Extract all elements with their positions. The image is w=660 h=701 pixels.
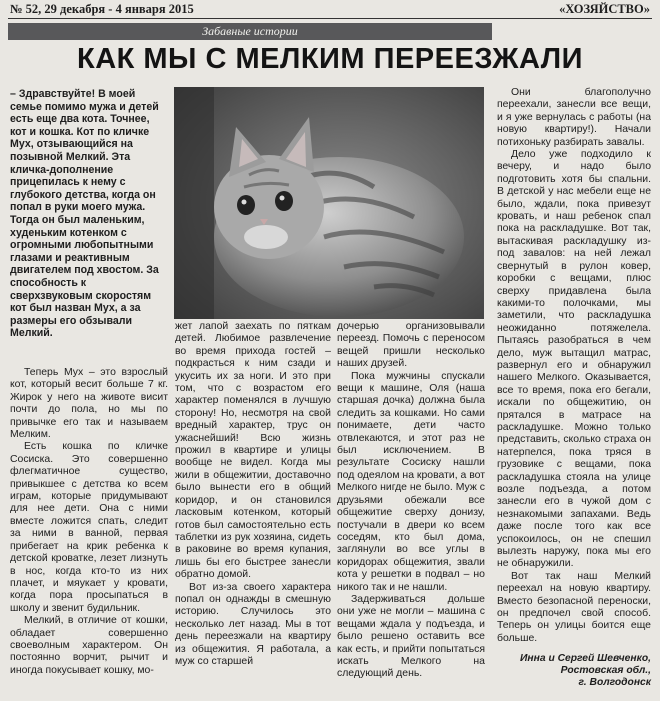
paragraph: Мелкий, в отличие от кошки, обладает совершенно своеволным характером. Он постоянно ворчит, рычит и иногда покусывает кошку, мо- [10, 615, 168, 676]
column-2 [175, 321, 331, 701]
column-4 [497, 87, 651, 649]
paragraph: Дело уже подходило к вечеру, и надо было подготовить хотя бы спальни. В детской у нас мебели еще не было, ждали, пока привезут кровать, и наш ребенок спал пока на раскладушке. Вот так, вытаскивая раскладушку из-под завалов: на ней лежал свернутый в рулон ковер, коробки с вещами, плюс сверху придавлена была какими-то полочками, мы заметили, что раскладушка неожиданно потяжелела. Пытаясь разобраться в чем дело, муж вытащил матрас, развернул его и обнаружил нашего Мелкого. Оказывается, все то время, пока его бегали, искали по общежитию, он прятался в матрасе на раскладушке. Можно только представить, сколько страха он натерпелся, пока тряся в грузовике с вещами, пока раскладушка стояла на улице возле подъезда, а потом занесли его в чужой дом с незнакомыми запахами. Ведь даже после того как все успокоилось, он не спешил вылезть наружу, пока мы его не обнаружили. [497, 149, 651, 570]
paragraph: Задерживаться дольше они уже не могли – машина с вещами ждала у подъезда, и было решено оставить все как есть, и прийти попытаться искать Мелкого на следующий день. [337, 593, 485, 680]
author-signature [497, 653, 651, 689]
paragraph: Теперь Мух – это взрослый кот, который весит больше 7 кг. Жирок у него на животе висит почти до пола, но мы по привычке его так и называем Мелким. [10, 367, 168, 441]
article-title: КАК МЫ С МЕЛКИМ ПЕРЕЕЗЖАЛИ [77, 43, 583, 75]
newspaper-name: «ХОЗЯЙСТВО» [559, 2, 650, 16]
article-lead [10, 88, 168, 360]
author-region: Ростовская обл., [560, 665, 651, 676]
paragraph: дочерью организовывали переезд. Помочь с переносом вещей пришли несколько наших друзей. [337, 321, 485, 370]
paragraph: Есть кошка по кличке Сосиска. Это совершенно флегматичное существо, привыкшее с детства ко всем играм, которые придумывают для нее дети. Она с ними вместе ложится спать, следит за ними в ванной, первая прибегает на крик ребенка к детской кроватке, лезет лизнуть в нос, когда кто-то из них плачет, и мяукает у кровати, когда пора просыпаться в школу и звенит будильник. [10, 441, 168, 614]
rubric-bar: Забавные истории [8, 23, 492, 40]
paragraph: Вот из-за своего характера попал он однажды в смешную историю. Случилось это несколько лет назад. Мы в тот день переезжали на квартиру из общежития. Я работала, а муж со старшей [175, 581, 331, 667]
author-city: г. Волгодонск [578, 677, 651, 688]
paragraph: Они благополучно переехали, занесли все вещи, и я уже вернулась с работы (на новую квартиру!). Начали потихоньку разбирать завалы. [497, 87, 651, 148]
paragraph: Пока мужчины спускали вещи к машине, Оля (наша старшая дочка) должна была следить за кошками. Но сами понимаете, дети часто отвлекаются, и этот раз не был исключением. В результате Сосиску нашли под одеялом на кровати, а вот Мелкого нигде не было. Муж с друзьями обежали все общежитие сверху донизу, постучали в двери ко всем соседям, кто был дома, заглянули во все углы в коридорах общежития, звали кота у решетки в подвал – но никого так и не нашли. [337, 370, 485, 593]
issue-date: № 52, 29 декабря - 4 января 2015 [10, 2, 194, 16]
kitten-image [174, 87, 484, 319]
header-rule [8, 18, 652, 19]
column-3 [337, 321, 485, 701]
paragraph: Вот так наш Мелкий переехал на новую квартиру. Вместо безопасной переноски, он предпочел свой способ. Теперь он улицы боится еще больше. [497, 570, 651, 644]
column-1 [10, 367, 168, 701]
kitten-photo [174, 87, 484, 319]
author-names: Инна и Сергей Шевченко, [520, 653, 651, 664]
paragraph: жет лапой заехать по пяткам детей. Любимое развлечение во время прихода гостей – подкрасться к ним сзади и укусить их за ноги. И это при том, что с возрастом его характер поменялся в лучшую сторону! Но, несмотря на свой вредный характер, трус он ужаснейший! Всю жизнь прожил в квартире и улицы вообще не видел. Когда мы жили в общежитии, доставочно было вынести его в общий коридор, и он становился ласковым котенком, который готов был самостоятельно есть таблетки из рук хозяина, сидеть в раковине во время купания, лишь бы его быстрее занесли обратно домой. [175, 321, 331, 581]
lead-paragraph: – Здравствуйте! В моей семье помимо мужа и детей есть еще два кота. Точнее, кот и кошка. Кот по кличке Мух, отзывающийся на позывной Мелкий. Эта кличка-дополнение прицепилась к нему с глубокого детства, когда он попал в руки моего мужа. Тогда он был маленьким, худеньким котенком с огромными любопытными глазами и реактивным двигателем под хвостом. За способность к сверхзвуковым скоростям кот был назван Мух, а за размеры его обзывали Мелкий. [10, 88, 159, 340]
